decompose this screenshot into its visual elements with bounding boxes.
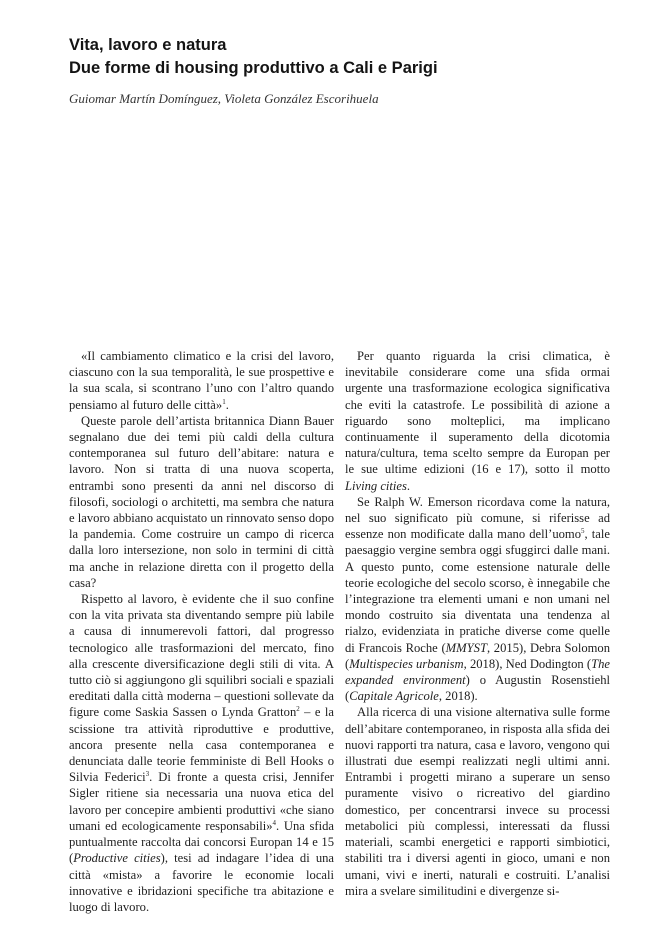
article-authors: Guiomar Martín Domínguez, Violeta González Escorihuela [69, 91, 379, 106]
paragraph [345, 494, 610, 705]
paragraph-text: . [225, 397, 229, 412]
footnote-ref: 4 [272, 818, 277, 827]
italic-text: Living cities [345, 478, 407, 493]
italic-text: MMYST [445, 640, 487, 655]
paragraph-text: ), tesi ad indagare l’idea di una città «mista» a favorire le economie locali innovative e ibridazioni specifiche tra abitazione e luogo di lavoro. [69, 851, 334, 914]
paragraph [69, 413, 334, 591]
footnote-ref: 5 [581, 527, 585, 536]
paragraph [69, 591, 334, 915]
italic-text: Productive cities [73, 851, 161, 866]
footnote-ref: 3 [145, 770, 150, 779]
paragraph-text: – e la scissione tra attività riproduttive e produttive, ancora presente nella casa contemporanea e denunciata dalle teorie femministe di Bell Hooks o Silvia Federici [69, 705, 334, 785]
paragraph-text: . [406, 478, 411, 493]
paragraph-text: Alla ricerca di una visione alternativa sulle forme dell’abitare contemporaneo, in risposta alla sfida dei nuovi rapporti tra natura, casa e lavoro, vengono qui illustrati due esempi realizzati negli ultimi anni. Entrambi i progetti mirano a superare un senso puramente visivo o ricreativo del giardino domestico, per concentrarsi invece su processi metabolici più complessi, interessati da flussi materiali, scambi energetici e rapporti simbiotici, stabiliti tra i diversi agenti in gioco, umani e non umani, vivi e inerti, naturali e costruiti. L’analisi mira a svelare similitudini e divergenze si- [345, 705, 610, 898]
article-subtitle: Due forme di housing produttivo a Cali e Parigi [69, 59, 438, 77]
paragraph [345, 704, 610, 898]
article-title-block [69, 34, 609, 80]
footnote-ref: 2 [296, 705, 300, 714]
paragraph-text: , tale paesaggio vergine sembra oggi sfuggirci dalle mani. A questo punto, come estensione naturale delle teorie ecologiche del secolo scorso, è innegabile che l’integrazione tra elementi umani e non umani nel mondo costruito sia diventata una tendenza al rialzo, evidenziata in pratiche diverse come quelle di Francois Roche ( [345, 527, 610, 655]
paragraph [345, 348, 610, 494]
right-column [345, 348, 610, 899]
left-column [69, 348, 334, 915]
italic-text: The expanded environment [345, 656, 610, 688]
paragraph-text: , 2018), Ned Dodington ( [463, 656, 592, 671]
footnote-ref: 1 [222, 397, 226, 406]
paragraph-text: Rispetto al lavoro, è evidente che il suo confine con la vita privata sta diventando sempre più labile a causa di innumerevoli fattori, dal progresso tecnologico alle trasformazioni del mercato, fino alla crescente diversificazione degli stili di vita. A tutto ciò si aggiungono gli squilibri sociali e spaziali ereditati dalla città moderna – questioni sollevate da figure come Saskia Sassen o Lynda Gratton [69, 592, 334, 720]
paragraph-text: Per quanto riguarda la crisi climatica, è inevitabile considerare come una sfida ormai urgente una trasformazione ecologica significativa che eviti la catastrofe. Le possibilità di azione a riguardo sono molteplici, ma implicano continuamente il superamento della dicotomia natura/cultura, tema scelto sempre da Europan per le sue ultime edizioni (16 e 17), sotto il motto [345, 349, 610, 477]
paragraph-text: . Di fronte a questa crisi, Jennifer Sigler ritiene sia necessaria una nuova etica del lavoro per concepire ambienti produttivi «che siano umani ed ecologicamente responsabili» [69, 770, 334, 833]
paragraph-text: Queste parole dell’artista britannica Diann Bauer segnalano due dei temi più caldi della cultura contemporanea sul futuro dell’abitare: natura e lavoro. Non si tratta di una nuova scoperta, entrambi sono presenti da anni nel discorso di filosofi, sociologi o architetti, ma sembra che natura e lavoro abbiano acquistato un rinnovato senso dopo la pandemia. Come costruire un campo di ricerca dalla loro intersezione, non solo in termini di città ma anche in relazione diretta con il progetto della casa? [69, 413, 334, 590]
paragraph-text: «Il cambiamento climatico e la crisi del lavoro, ciascuno con la sua temporalità, le sue prospettive e la sua scala, si scontrano l’uno con l’altro quando pensiamo al futuro delle città» [69, 349, 334, 412]
italic-text: Capitale Agricole [349, 689, 439, 704]
paragraph-text: ) o Augustin Rosenstiehl ( [345, 673, 610, 704]
paragraph-text: Se Ralph W. Emerson ricordava come la natura, nel suo significato più comune, si riferisse ad essenze non modificate dalla mano dell’uomo [345, 494, 610, 542]
paragraph-text: , 2018). [438, 689, 478, 704]
italic-text: Multispecies urbanism [349, 656, 464, 671]
paragraph [69, 348, 334, 413]
paragraph-text: , 2015), Debra Solomon ( [345, 640, 610, 671]
paragraph-text: . Una sfida puntualmente raccolta dai concorsi Europan 14 e 15 ( [69, 818, 334, 866]
article-title: Vita, lavoro e natura [69, 36, 227, 54]
